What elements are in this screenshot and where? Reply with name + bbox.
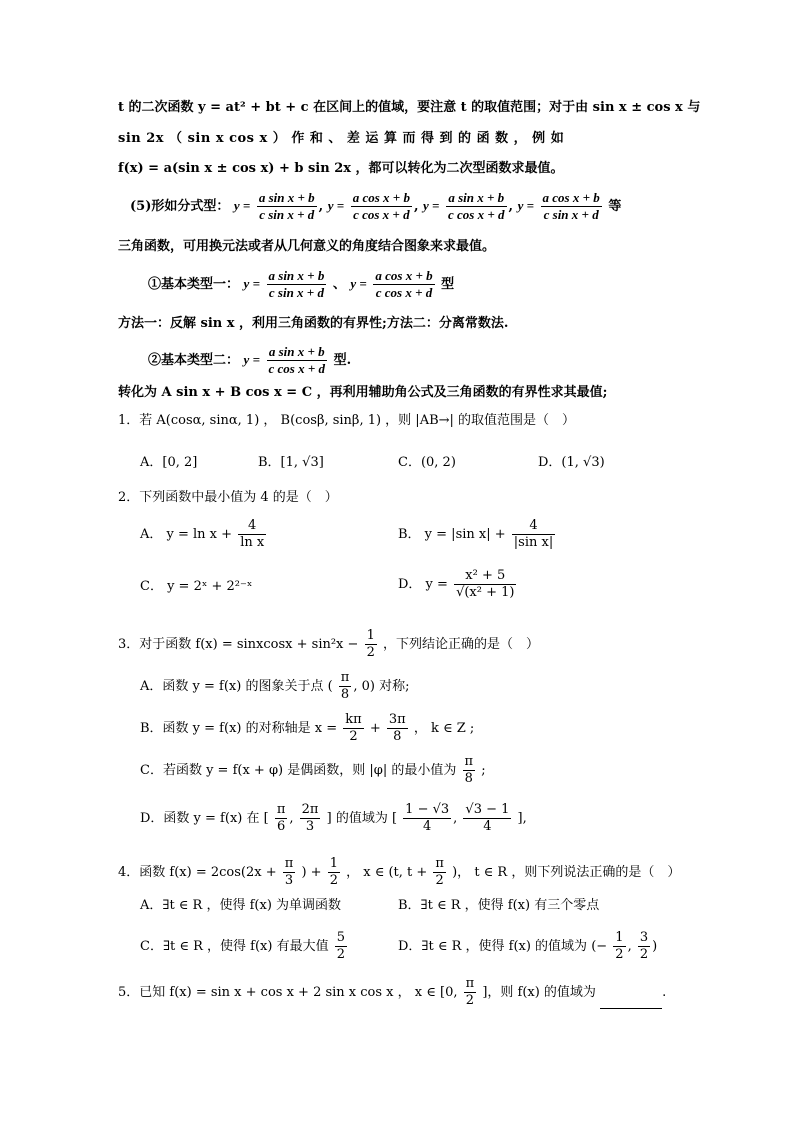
intro-line-3: f(x) = a(sin x ± cos x) + b sin 2x ，都可以转化为二次型函数求最值。 <box>118 161 564 176</box>
type5-fraction-2: $\frac{\text{a cos x + b}}{\text{c cos x + d}}$ <box>352 190 410 222</box>
intro-line-2: sin 2x （ sin x cos x ） 作 和 、 差 运 算 而 得 到 的 函 数 ， 例 如 <box>118 131 565 146</box>
intro-line-1: t 的二次函数 y = at² + bt + c 在区间上的值域，要注意 t 的取值范围；对于由 sin x ± cos x 与 <box>118 100 701 115</box>
q3-stem: 3．对于函数 f(x) = sinxcosx + sin²x − $\frac{1}{2}$ ，下列结论正确的是（ ） <box>118 628 539 660</box>
method-line: 方法一：反解 sin x ，利用三角函数的有界性;方法二：分离常数法. <box>118 316 509 331</box>
basic2-fraction: $\frac{\text{a sin x + b}}{\text{c cos x + d}}$ <box>268 344 326 376</box>
q2-option-b: B． y = |sin x| + $\frac{4}{\text{|sin x|}}$ <box>398 518 554 550</box>
q2-option-c: C． y = 2ˣ + 2²⁻ˣ <box>140 579 253 594</box>
convert-line: 转化为 A sin x + B cos x = C ，再利用辅助角公式及三角函数的有界性求其最值; <box>118 385 608 400</box>
basic1-fraction-a: $\frac{\text{a sin x + b}}{\text{c sin x + d}}$ <box>268 268 325 300</box>
q4-option-d: D．∃t ∈ R ，使得 f(x) 的值域为 (− $\frac{1}{2}$ , $\frac{3}{2}$ ) <box>398 930 658 962</box>
q1-option-b: B．[1, √3] <box>258 455 324 470</box>
type5-line: (5)形如分式型： y = $\frac{\text{a sin x + b}}{\text{c sin x + d}}$ , y = $\frac{\text{a cos x + b}}{\text{c cos x + d}}$ , y = $\frac{\text{a sin x + b}}{\text{c cos x + d}}$ , y = $\frac{\text{a cos x + b}}{\text{c sin x + d}}$ 等 <box>130 190 622 222</box>
q3-option-b: B．函数 y = f(x) 的对称轴是 x = $\frac{k\pi}{2}$ + $\frac{3\pi}{8}$ ， k ∈ Z ; <box>140 712 475 744</box>
basic-type-1: ①基本类型一： y = $\frac{\text{a sin x + b}}{\text{c sin x + d}}$ 、 y = $\frac{\text{a cos x + b}}{\text{c cos x + d}}$ 型 <box>148 268 455 300</box>
q5-answer-blank <box>600 994 662 1009</box>
q1-stem: 1．若 A(cosα, sinα, 1) ， B(cosβ, sinβ, 1) ，则 |AB→| 的取值范围是（ ） <box>118 413 576 428</box>
basic1-label: ①基本类型一： <box>148 277 240 292</box>
q2-option-a: A． y = ln x + $\frac{4}{\text{ln x}}$ <box>140 518 265 550</box>
q3-option-d: D．函数 y = f(x) 在 [ $\frac{\pi}{6}$ , $\frac{2\pi}{3}$ ] 的值域为 [ $\frac{1 - √3}{4}$ , $\frac{√3 - 1}{4}$ ], <box>140 802 527 834</box>
q4-option-c: C．∃t ∈ R ，使得 f(x) 有最大值 $\frac{5}{2}$ <box>140 930 346 962</box>
basic2-label: ②基本类型二： <box>148 353 240 368</box>
type5-line-2: 三角函数，可用换元法或者从几何意义的角度结合图象来求最值。 <box>118 239 496 254</box>
type5-fraction-1: $\frac{\text{a sin x + b}}{\text{c sin x + d}}$ <box>258 190 315 222</box>
basic-type-2: ②基本类型二： y = $\frac{\text{a sin x + b}}{\text{c cos x + d}}$ 型. <box>148 344 352 376</box>
q4-option-a: A．∃t ∈ R ，使得 f(x) 为单调函数 <box>140 898 342 913</box>
q3-option-c: C．若函数 y = f(x + φ) 是偶函数，则 |φ| 的最小值为 $\frac{\pi}{8}$ ; <box>140 754 486 786</box>
type5-label: (5)形如分式型： <box>130 199 230 214</box>
type5-fraction-4: $\frac{\text{a cos x + b}}{\text{c sin x + d}}$ <box>542 190 600 222</box>
q4-stem: 4．函数 f(x) = 2cos(2x + $\frac{\pi}{3}$ ) + $\frac{1}{2}$ ， x ∈ (t, t + $\frac{\pi}{2}$ )， t ∈ R ，则下列说法正确的是（ ） <box>118 856 681 888</box>
q2-stem: 2．下列函数中最小值为 4 的是（ ） <box>118 490 338 505</box>
basic1-fraction-b: $\frac{\text{a cos x + b}}{\text{c cos x + d}}$ <box>375 268 433 300</box>
type5-tail: 等 <box>608 199 622 214</box>
type5-fraction-3: $\frac{\text{a sin x + b}}{\text{c cos x + d}}$ <box>447 190 505 222</box>
q4-option-b: B．∃t ∈ R ，使得 f(x) 有三个零点 <box>398 898 600 913</box>
q5-stem: 5．已知 f(x) = sin x + cos x + 2 sin x cos x ， x ∈ [0, $\frac{\pi}{2}$ ]，则 f(x) 的值域为 . <box>118 976 667 1008</box>
q1-option-c: C．(0, 2) <box>398 455 456 470</box>
q1-option-d: D．(1, √3) <box>538 455 605 470</box>
q2-option-d: D． y = $\frac{\text{x² + 5}}{\text{√(x² + 1)}}$ <box>398 568 515 600</box>
q1-option-a: A．[0, 2] <box>140 455 198 470</box>
q3-option-a: A．函数 y = f(x) 的图象关于点 ( $\frac{\pi}{8}$ , 0) 对称; <box>140 670 410 702</box>
